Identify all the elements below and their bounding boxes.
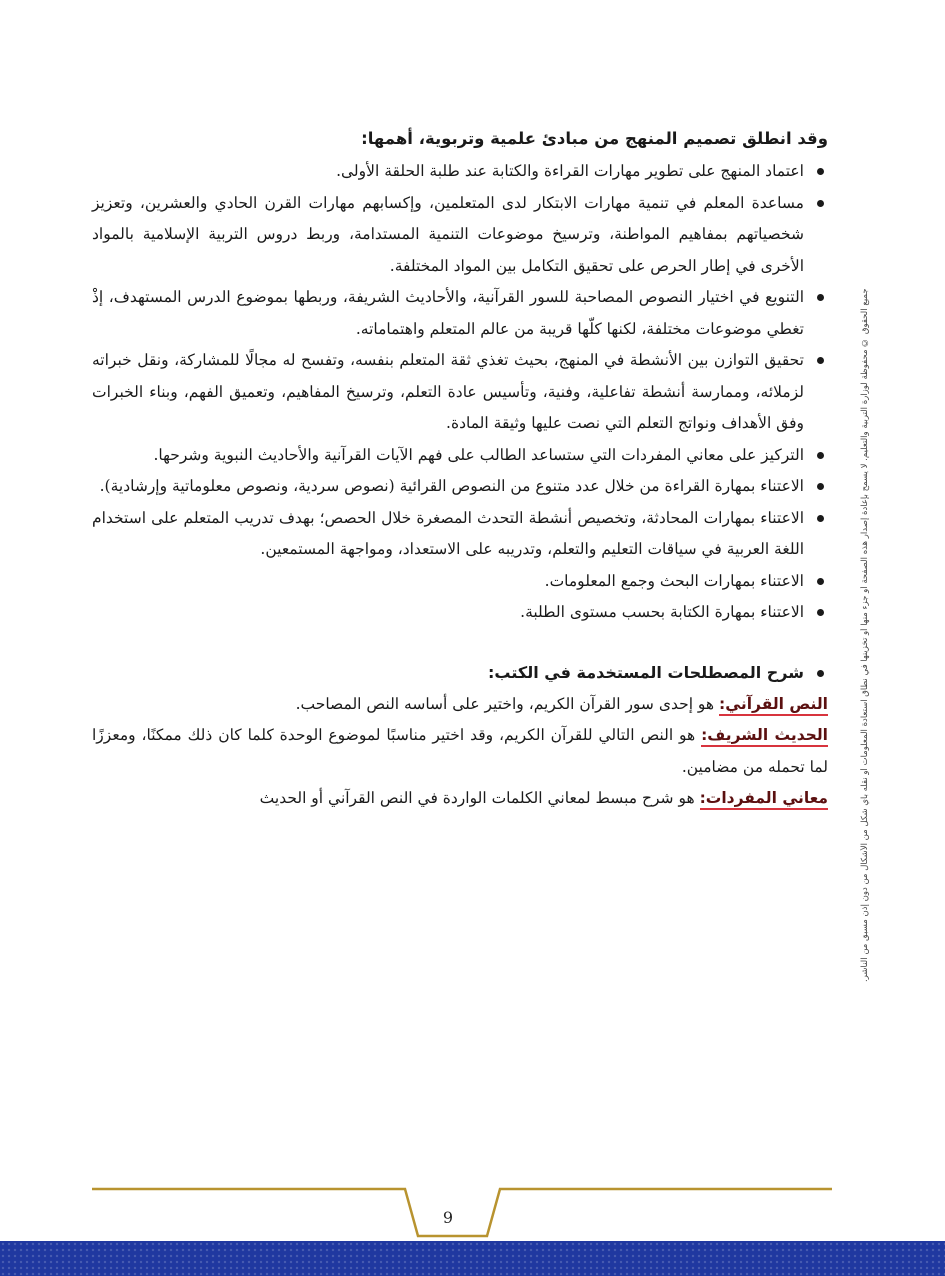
- term-definition: هو النص التالي للقرآن الكريم، وقد اختير مناسبًا لموضوع الوحدة كلما كان ذلك ممكنًا، ومعززًا لما تحمله من مضامين.: [92, 726, 828, 776]
- page-number: 9: [442, 1208, 454, 1227]
- term-name: النص القرآني:: [719, 695, 828, 716]
- bullet-icon: [817, 200, 824, 207]
- bullet-icon: [817, 578, 824, 585]
- bullet-icon: [817, 609, 824, 616]
- bullet-icon: [817, 670, 824, 677]
- terms-heading: شرح المصطلحات المستخدمة في الكتب:: [92, 657, 828, 689]
- list-item: الاعتناء بمهارات المحادثة، وتخصيص أنشطة التحدث المصغرة خلال الحصص؛ بهدف تدريب المتعلم على استخدام اللغة العربية في سياقات التعليم والتعلم، وتدريبه على الاستعداد، ومواجهة المستمعين.: [92, 503, 828, 566]
- bullet-icon: [817, 294, 824, 301]
- term-entry: [92, 783, 828, 815]
- list-item: تحقيق التوازن بين الأنشطة في المنهج، بحيث تغذي ثقة المتعلم بنفسه، وتفسح له مجالًا للمشاركة، ونقل خبراته لزملائه، وممارسة أنشطة تفاعلية، وفنية، وتأسيس عادة التعلم، وترسيخ المفاهيم، وتعميق الفهم، وبناء الخبرات وفق الأهداف ونواتج التعلم التي نصت عليها وثيقة المادة.: [92, 345, 828, 440]
- principles-heading: وقد انطلق تصميم المنهج من مبادئ علمية وتربوية، أهمها:: [361, 129, 828, 148]
- bullet-icon: [817, 357, 824, 364]
- list-item: اعتماد المنهج على تطوير مهارات القراءة والكتابة عند طلبة الحلقة الأولى.: [92, 156, 828, 188]
- list-item: مساعدة المعلم في تنمية مهارات الابتكار لدى المتعلمين، وإكسابهم مهارات القرن الحادي والعشرين، وتعزيز شخصياتهم بمفاهيم المواطنة، وترسيخ موضوعات التنمية المستدامة، وربط دروس التربية الإسلامية بالمواد الأخرى في إطار الحرص على تحقيق التكامل بين المواد المختلفة.: [92, 188, 828, 283]
- principles-list: [92, 156, 828, 629]
- term-definition: هو شرح مبسط لمعاني الكلمات الواردة في النص القرآني أو الحديث: [259, 789, 700, 807]
- bullet-icon: [817, 515, 824, 522]
- bullet-icon: [817, 452, 824, 459]
- list-item: الاعتناء بمهارة الكتابة بحسب مستوى الطلبة.: [92, 597, 828, 629]
- term-entry: [92, 689, 828, 721]
- bullet-icon: [817, 483, 824, 490]
- term-definition: هو إحدى سور القرآن الكريم، واختير على أساسه النص المصاحب.: [295, 694, 720, 713]
- main-content: [92, 124, 828, 815]
- term-entry: [92, 720, 828, 783]
- copyright-side-note: جميع الحقوق © محفوظة لوزارة التربية والتعليم. لا يسمح بإعادة إصدار هذه الصفحة أو جزء منها أو تخزينها في نطاق استعادة المعلومات أو نقله بأي شكل من الأشكال من دون إذن مسبق من الناشر.: [860, 288, 870, 982]
- list-item: الاعتناء بمهارة القراءة من خلال عدد متنوع من النصوص القرائية (نصوص سردية، ونصوص معلوماتية وإرشادية).: [92, 471, 828, 503]
- list-item: الاعتناء بمهارات البحث وجمع المعلومات.: [92, 566, 828, 598]
- bottom-band: [0, 1241, 945, 1276]
- term-name: معاني المفردات:: [700, 789, 828, 810]
- list-item: التنويع في اختيار النصوص المصاحبة للسور القرآنية، والأحاديث الشريفة، وربطها بموضوع الدرس المستهدف، إذْ تغطي موضوعات مختلفة، لكنها كلّها قريبة من عالم المتعلم واهتماماته.: [92, 282, 828, 345]
- list-item: التركيز على معاني المفردات التي ستساعد الطالب على فهم الآيات القرآنية والأحاديث النبوية وشرحها.: [92, 440, 828, 472]
- bullet-icon: [817, 168, 824, 175]
- term-name: الحديث الشريف:: [701, 726, 828, 747]
